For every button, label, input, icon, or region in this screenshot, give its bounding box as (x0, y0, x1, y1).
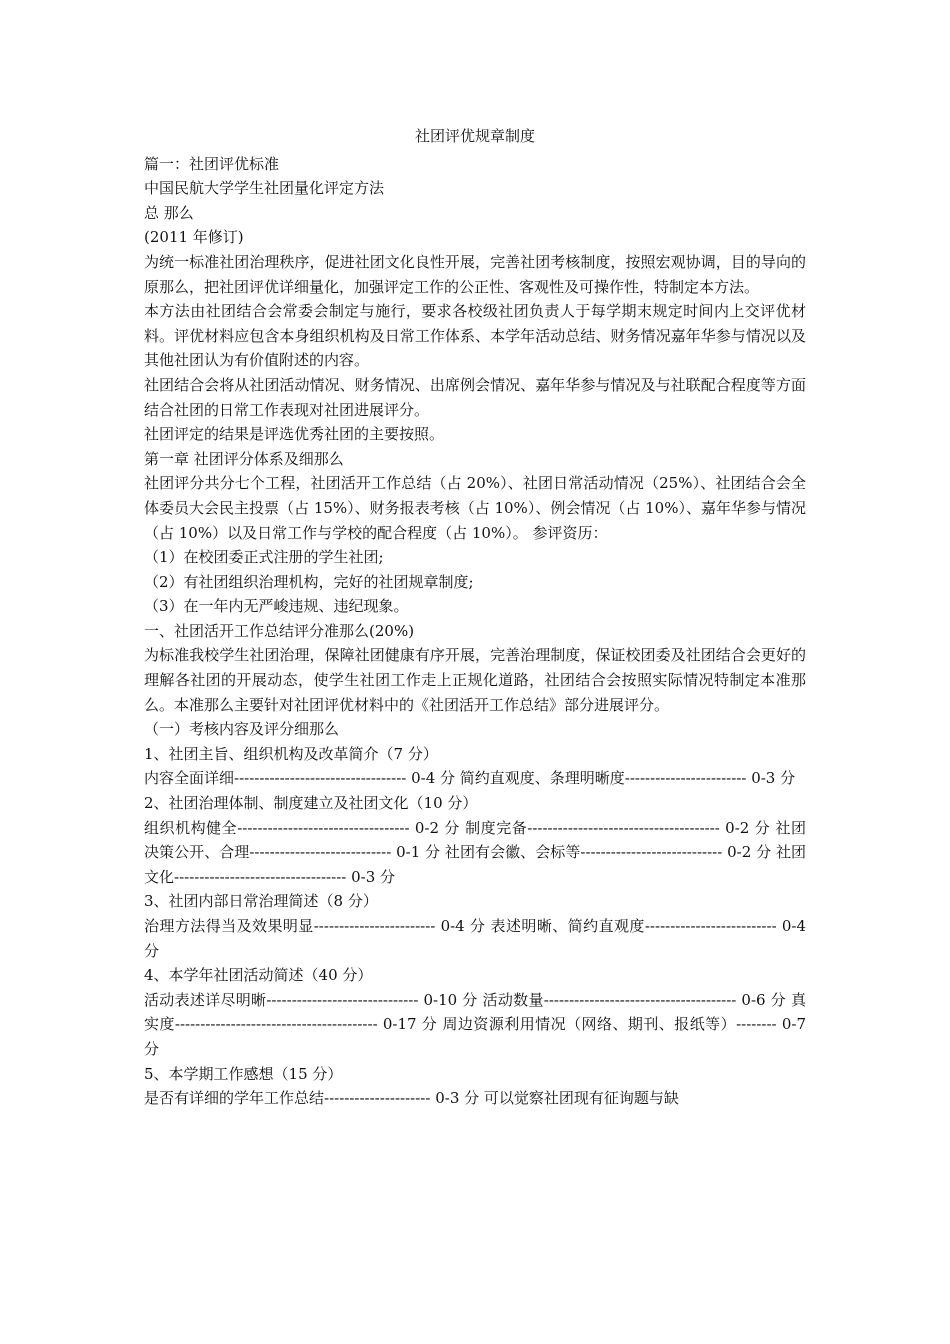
paragraph-section-one-intro: 为标准我校学生社团治理，保障社团健康有序开展，完善治理制度，保证校团委及社团结合会更好的理解各社团的开展动态，使学生社团工作走上正规化道路，社团结合会按照实际情况特制定本准那么。本准那么主要针对社团评优材料中的《社团活开工作总结》部分进展评分。 (144, 646, 806, 714)
paragraph-scoring-aspects: 社团结合会将从社团活动情况、财务情况、出席例会情况、嘉年华参与情况及与社联配合程度等方面结合社团的日常工作表现对社团进展评分。 (144, 375, 806, 419)
document-page (144, 124, 806, 1111)
section-heading-part-one: 篇一：社团评优标准 (144, 154, 280, 173)
criteria-2-heading: 2、社团治理体制、制度建立及社团文化（10 分） (144, 794, 478, 813)
criteria-3-heading: 3、社团内部日常治理简述（8 分） (144, 892, 378, 911)
section-one-heading: 一、社团活开工作总结评分准那么(20%) (144, 621, 415, 640)
eligibility-item-2: （2）有社团组织治理机构，完好的社团规章制度; (144, 572, 474, 591)
subsection-heading: （一）考核内容及评分细那么 (144, 720, 340, 739)
criteria-4-details: 活动表述详尽明晰------------------------------ 0-10 分 活动数量-------------------------------------- 0-6 分 真实度---------------------------------------- 0-17 分 周边资源利用情况（网络、期刊、报纸等）-------- 0-7 分 (144, 990, 806, 1058)
criteria-4-heading: 4、本学年社团活动简述（40 分） (144, 966, 373, 985)
document-title: 社团评优规章制度 (414, 127, 535, 145)
criteria-5-heading: 5、本学期工作感想（15 分） (144, 1064, 343, 1083)
eligibility-item-3: （3）在一年内无严峻违规、违纪现象。 (144, 597, 409, 616)
criteria-2-details: 组织机构健全---------------------------------- 0-2 分 制度完备-------------------------------------- 0-2 分 社团决策公开、合理---------------------------- 0-1 分 社团有会徽、会标等---------------------------- 0-2 分 社团文化---------------------------------- 0-3 分 (144, 818, 806, 886)
paragraph-purpose: 为统一标准社团治理秩序，促进社团文化良性开展，完善社团考核制度，按照宏观协调，目的导向的原那么，把社团评优详细量化，加强评定工作的公正性、客观性及可操作性，特制定本方法。 (144, 252, 806, 296)
paragraph-results-basis: 社团评定的结果是评选优秀社团的主要按照。 (144, 425, 445, 444)
document-subtitle: 中国民航大学学生社团量化评定方法 (144, 179, 385, 198)
criteria-1-heading: 1、社团主旨、组织机构及改革简介（7 分） (144, 744, 438, 763)
criteria-3-details: 治理方法得当及效果明显------------------------ 0-4 分 表述明晰、简约直观度-------------------------- 0-4 分 (144, 917, 806, 960)
general-rules-heading: 总 那么 (144, 203, 194, 222)
revision-note: (2011 年修订) (144, 228, 244, 247)
eligibility-item-1: （1）在校团委正式注册的学生社团; (144, 548, 384, 567)
chapter-one-heading: 第一章 社团评分体系及细那么 (144, 449, 344, 468)
paragraph-scoring-items: 社团评分共分七个工程，社团活开工作总结（占 20%）、社团日常活动情况（25%）、社团结合会全体委员大会民主投票（占 15%）、财务报表考核（占 10%）、例会情况（占 10%）、嘉年华参与情况（占 10%）以及日常工作与学校的配合程度（占 10%）。 参评资历： (144, 474, 806, 542)
criteria-1-details: 内容全面详细---------------------------------- 0-4 分 简约直观度、条理明晰度------------------------ 0-3 分 (144, 769, 796, 788)
criteria-5-details: 是否有详细的学年工作总结--------------------- 0-3 分 可以觉察社团现有征询题与缺 (144, 1089, 679, 1108)
paragraph-formulation: 本方法由社团结合会常委会制定与施行，要求各校级社团负责人于每学期末规定时间内上交评优材料。评优材料应包含本身组织机构及日常工作体系、本学年活动总结、财务情况嘉年华参与情况以及其他社团认为有价值附述的内容。 (144, 302, 806, 370)
